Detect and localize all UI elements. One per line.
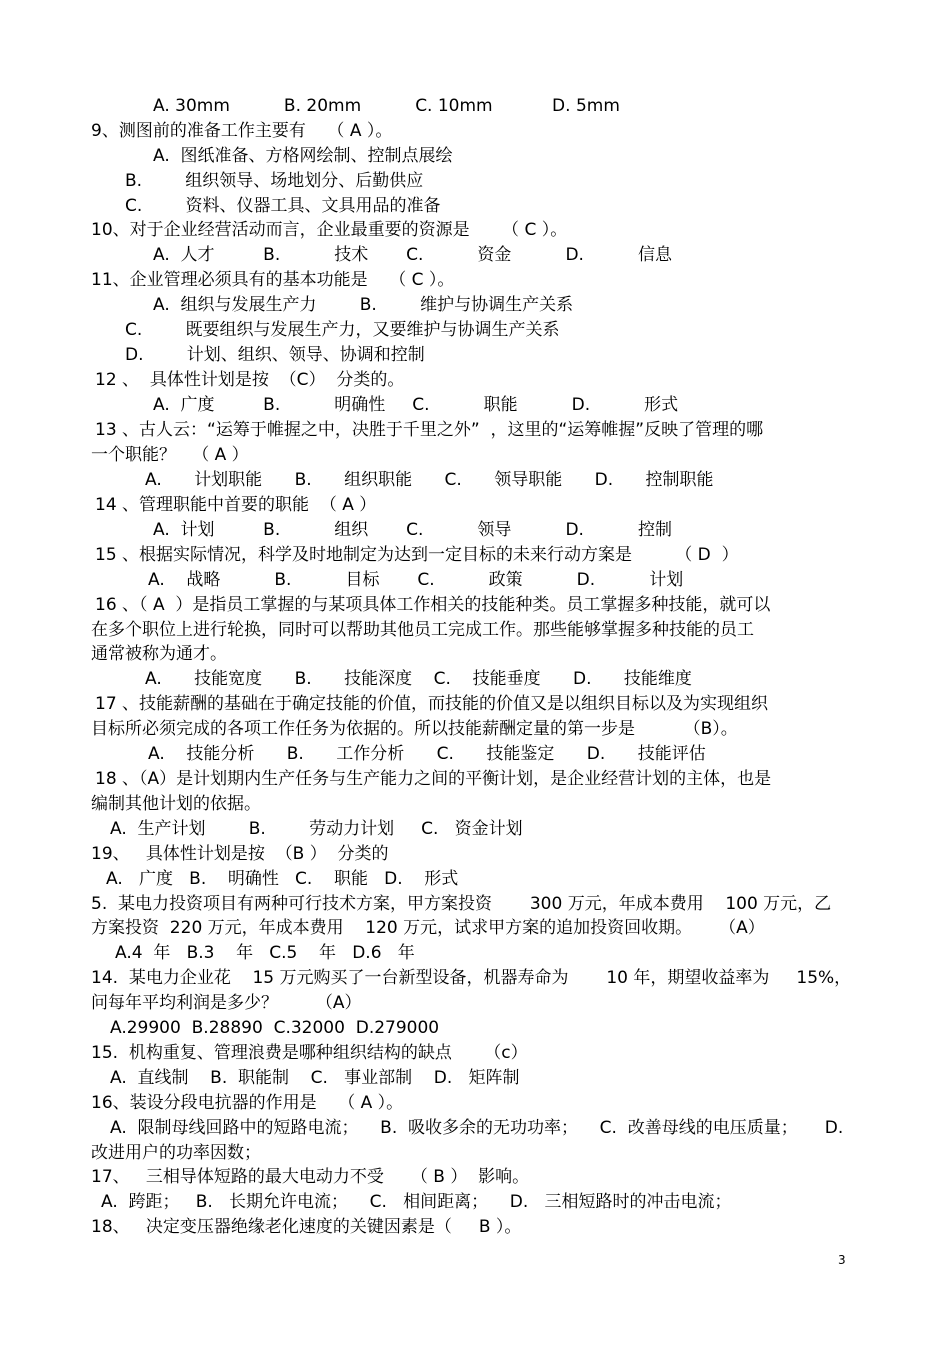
text-line: 14. 某电力企业花 15 万元购买了一台新型设备，机器寿命为 10 年，期望收益率为 15%， [91, 968, 852, 988]
text-line: 18、 决定变压器绝缘老化速度的关键因素是（ B ）。 [91, 1217, 522, 1237]
text-line: 9、测图前的准备工作主要有 （ A ）。 [91, 121, 393, 141]
text-line: A. 广度 B. 明确性 C. 职能 D. 形式 [153, 395, 679, 415]
text-line: 通常被称为通才。 [91, 644, 227, 664]
text-line: 10、对于企业经营活动而言，企业最重要的资源是 （ C ）。 [91, 220, 568, 240]
text-line: 16 、（ A ）是指员工掌握的与某项具体工作相关的技能种类。员工掌握多种技能，就可以 [95, 595, 771, 615]
text-line: A. 图纸准备、方格网绘制、控制点展绘 [153, 146, 453, 166]
text-line: 15. 机构重复、管理浪费是哪种组织结构的缺点 （c） [91, 1043, 528, 1063]
text-line: A. 跨距； B. 长期允许电流； C. 相间距离； D. 三相短路时的冲击电流； [101, 1192, 732, 1212]
text-line: 方案投资 220 万元，年成本费用 120 万元，试求甲方案的追加投资回收期。 （A） [91, 918, 765, 938]
text-line: A.29900 B.28890 C.32000 D.279000 [110, 1018, 440, 1038]
text-line: 12 、 具体性计划是按 （C） 分类的。 [95, 370, 405, 390]
text-line: 11、企业管理必须具有的基本功能是 （ C ）。 [91, 270, 455, 290]
text-line: B. 组织领导、场地划分、后勤供应 [125, 171, 424, 191]
text-line: 一个职能？ （ A ） [91, 445, 249, 465]
text-line: 问每年平均利润是多少？ （A） [91, 993, 362, 1013]
text-line: A. 限制母线回路中的短路电流； B. 吸收多余的无功功率； C. 改善母线的电压质量； D. [110, 1118, 844, 1138]
text-line: A. 组织与发展生产力 B. 维护与协调生产关系 [153, 295, 574, 315]
text-line: A.4 年 B.3 年 C.5 年 D.6 年 [115, 943, 415, 963]
text-line: 在多个职位上进行轮换，同时可以帮助其他员工完成工作。那些能够掌握多种技能的员工 [91, 620, 754, 640]
text-line: 18 、（A）是计划期内生产任务与生产能力之间的平衡计划，是企业经营计划的主体，也是 [95, 769, 772, 789]
text-line: A. 战略 B. 目标 C. 政策 D. 计划 [148, 570, 684, 590]
text-line: 17 、技能薪酬的基础在于确定技能的价值，而技能的价值又是以组织目标以及为实现组织 [95, 694, 769, 714]
text-line: A. 广度 B. 明确性 C. 职能 D. 形式 [106, 869, 459, 889]
text-line: A. 技能分析 B. 工作分析 C. 技能鉴定 D. 技能评估 [148, 744, 706, 764]
text-line: 改进用户的功率因数； [91, 1143, 261, 1163]
text-line: A. 直线制 B. 职能制 C. 事业部制 D. 矩阵制 [110, 1068, 520, 1088]
text-line: D. 计划、组织、领导、协调和控制 [125, 345, 425, 365]
text-line: A. 计划职能 B. 组织职能 C. 领导职能 D. 控制职能 [145, 470, 714, 490]
text-line: 目标所必须完成的各项工作任务为依据的。所以技能薪酬定量的第一步是 （B）。 [91, 719, 738, 739]
text-line: 15 、根据实际情况，科学及时地制定为达到一定目标的未来行动方案是 （ D ） [95, 545, 739, 565]
text-line: 编制其他计划的依据。 [91, 794, 261, 814]
text-line: A. 30mm B. 20mm C. 10mm D. 5mm [153, 96, 620, 116]
page-number: 3 [838, 1253, 846, 1267]
text-line: 14 、管理职能中首要的职能 （ A ） [95, 495, 377, 515]
text-line: 17、 三相导体短路的最大电动力不受 （ B ） 影响。 [91, 1167, 530, 1187]
text-line: 13 、古人云：“运筹于帷握之中，决胜于千里之外” ，这里的“运筹帷握”反映了管理的哪 [95, 420, 764, 440]
text-line: A. 生产计划 B. 劳动力计划 C. 资金计划 [110, 819, 523, 839]
text-line: C. 资料、仪器工具、文具用品的准备 [125, 196, 441, 216]
text-line: A. 计划 B. 组织 C. 领导 D. 控制 [153, 520, 672, 540]
text-line: 16、装设分段电抗器的作用是 （ A ）。 [91, 1093, 404, 1113]
text-line: C. 既要组织与发展生产力，又要维护与协调生产关系 [125, 320, 560, 340]
text-line: 5. 某电力投资项目有两种可行技术方案，甲方案投资 300 万元，年成本费用 100 万元，乙 [91, 894, 832, 914]
text-line: 19、 具体性计划是按 （B ） 分类的 [91, 844, 389, 864]
text-line: A. 技能宽度 B. 技能深度 C. 技能垂度 D. 技能维度 [145, 669, 692, 689]
text-line: A. 人才 B. 技术 C. 资金 D. 信息 [153, 245, 672, 265]
